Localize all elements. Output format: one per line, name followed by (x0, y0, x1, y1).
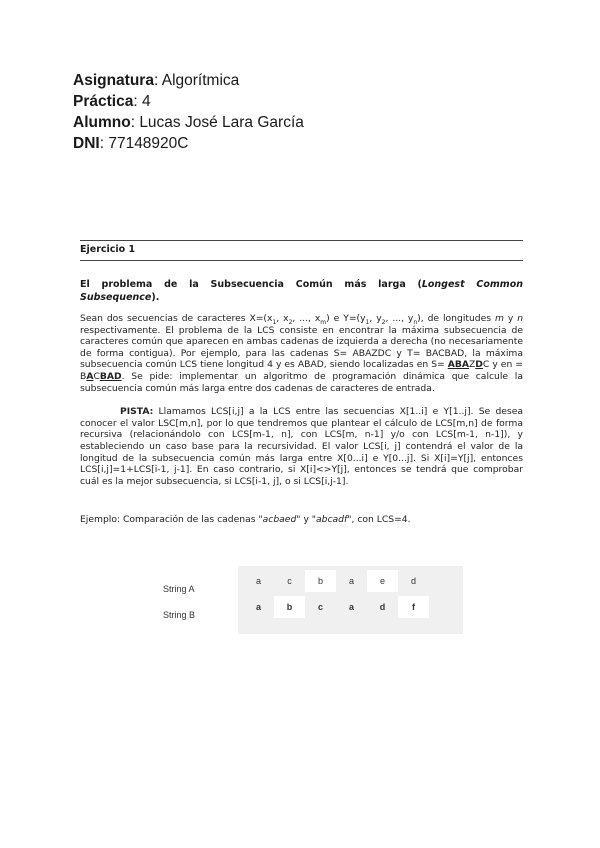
string-a-label: String A (163, 584, 195, 594)
dni-label: DNI (73, 135, 100, 152)
string-a-cell: a (255, 576, 261, 586)
practica-row: Práctica: 4 (73, 93, 151, 110)
exercise-section (80, 240, 523, 487)
exercise-title: Ejercicio 1 (80, 244, 136, 255)
bottom-rule (80, 260, 523, 261)
string-b-cell: f (398, 596, 429, 618)
strings-figure (160, 566, 463, 634)
string-b-cell: a (255, 602, 261, 612)
dni-value: 77148920C (108, 135, 189, 152)
string-b-label: String B (163, 610, 196, 620)
example-line: Ejemplo: Comparación de las cadenas "acbaed" y "abcadf", con LCS=4. (80, 514, 411, 525)
hint-label: PISTA: (120, 406, 154, 418)
string-a-cell: b (305, 570, 336, 592)
asignatura-label: Asignatura (73, 72, 154, 89)
practica-label: Práctica (73, 93, 134, 110)
string-b-cell: a (348, 602, 354, 612)
practica-value: 4 (141, 93, 151, 110)
strings-grid (238, 566, 463, 634)
top-rule (80, 240, 523, 241)
string-a-cell: e (367, 570, 398, 592)
string-b-cell: c (317, 602, 323, 612)
asignatura-row: Asignatura: Algorítmica (73, 72, 240, 89)
string-b-cell: b (274, 596, 305, 618)
alumno-value: Lucas José Lara García (139, 114, 304, 131)
dni-row: DNI: 77148920C (73, 135, 189, 152)
problem-description: Sean dos secuencias de caracteres $X=(x_1$, $x_2$, ..., $x_m$) e $Y=(y_1$, $y_2$, ..., $y_n$), de longitudes m y n respectivamente. El problema de la LCS consiste en encontrar la máxima subsecuencia de caracteres común que aparecen en ambas cadenas de izquierda a derecha (no necesariamente de forma contigua). Por ejemplo, para las cadenas S= ABAZDC y T= BACBAD, la máxima subsecuencia común LCS tiene longitud 4 y es ABAD, siendo localizadas en S= ABAZDC y en = BACBAD. Se pide: implementar un algoritmo de programación dinámica que calcule la subsecuencia común más larga entre dos cadenas de caracteres de entrada. (80, 313, 524, 394)
string-b-cell: d (379, 602, 386, 612)
hint-paragraph (80, 406, 523, 487)
string-a-cell: a (348, 576, 354, 586)
asignatura-value: Algorítmica (161, 72, 240, 89)
alumno-row: Alumno: Lucas José Lara García (73, 114, 304, 131)
string-a-cell: c (287, 576, 292, 586)
document-header (73, 70, 304, 154)
problem-statement: El problema de la Subsecuencia Común más larga (Longest Common Subsequence). (80, 279, 523, 303)
alumno-label: Alumno (73, 114, 131, 131)
string-a-cell: d (410, 576, 416, 586)
hint-text: Llamamos LCS[i,j] a la LCS entre las secuencias X[1..i] e Y[1..j]. Se desea conocer el valor LSC[m,n], por lo que tendremos que plantear el cálculo de LCS[m,n] de forma recursiva (relacionándolo con LCS[m-1, n], con LCS[m, n-1] y/o con LCS[m-1, n-1]), y estableciendo un caso base para la recursividad. El valor LCS[i, j] contendrá el valor de la longitud de la subsecuencia común más larga entre X[0...i] e Y[0...j]. Si X[i]=Y[j], entonces LCS[i,j]=1+LCS[i-1, j-1]. En caso contrario, si X[i]<>Y[j], entonces se tendrá que comprobar cuál es la mejor subsecuencia, si LCS[i-1, j], o si LCS[i,j-1]. (80, 406, 523, 487)
